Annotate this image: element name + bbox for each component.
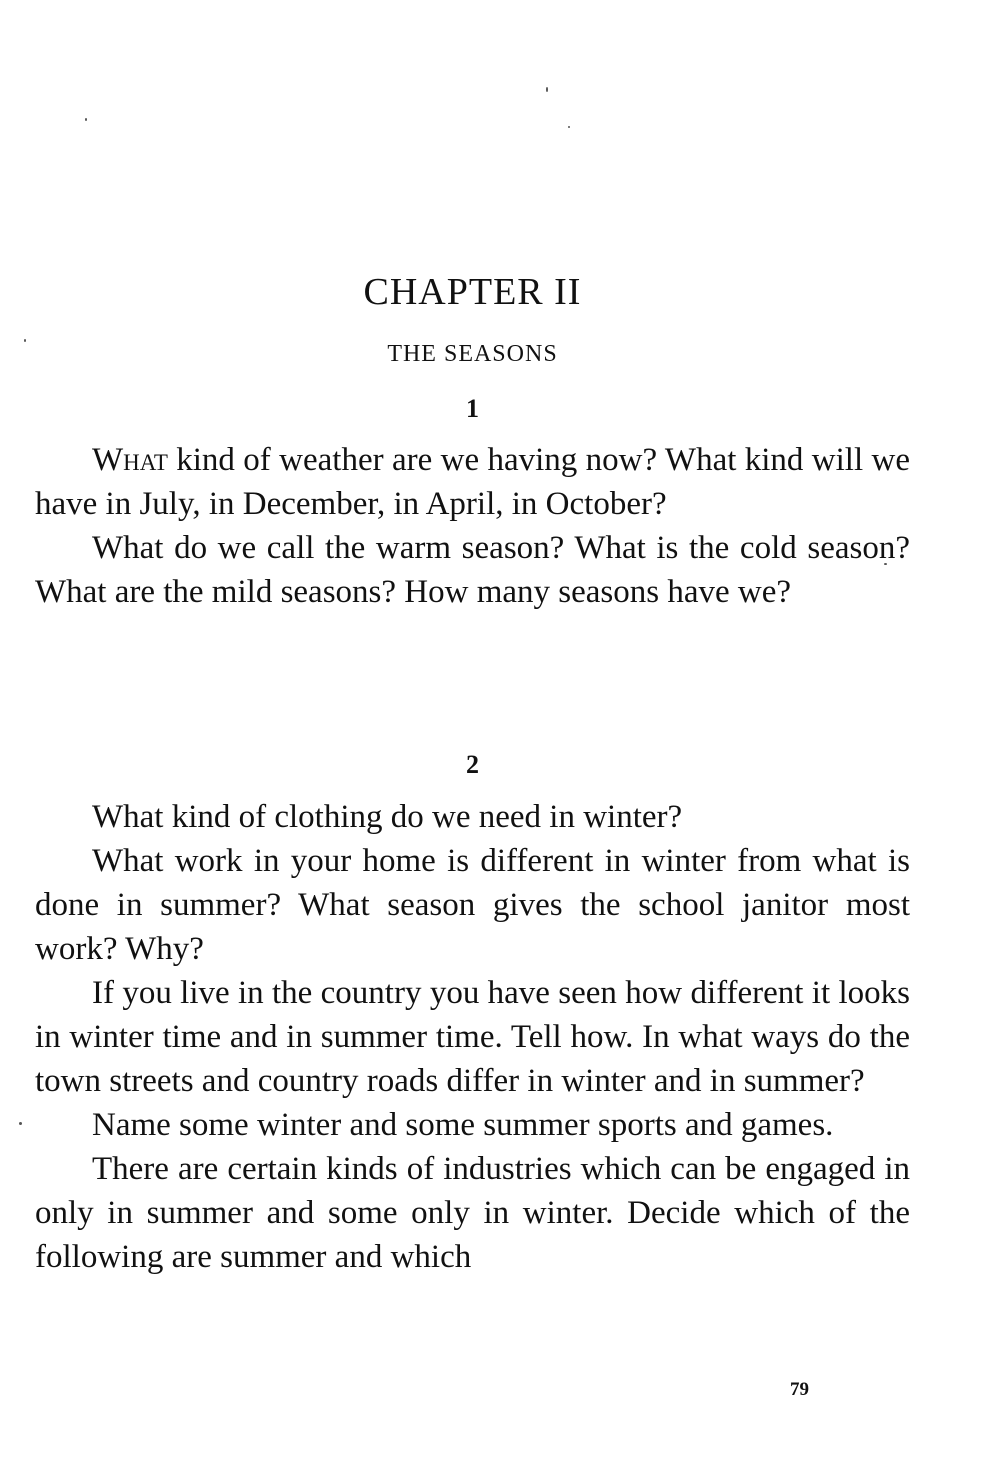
print-speck (19, 1122, 22, 1125)
paragraph: There are certain kinds of industries which can be engaged in only in summer and some only in winter. Decide which of the following are summer and which (35, 1151, 910, 1275)
paragraph-lead-word: What (92, 442, 168, 478)
paragraph (35, 438, 910, 526)
paragraph: If you live in the country you have seen how different it looks in winter time and in summer time. Tell how. In what ways do the town streets and country roads differ in winter and in summer? (35, 975, 910, 1099)
print-speck (568, 126, 570, 128)
section-1-text (35, 438, 910, 614)
print-speck (85, 118, 87, 121)
paragraph: What kind of clothing do we need in winter? (92, 799, 683, 835)
section-number: 2 (466, 750, 479, 779)
section-2-text (35, 795, 910, 1279)
paragraph-text: What do we call the warm season? What is the cold season? What are the mild seasons? How many seasons have we? (35, 530, 910, 610)
section-number: 1 (466, 394, 479, 423)
chapter-subtitle: THE SEASONS (387, 341, 558, 367)
paragraph: Name some winter and some summer sports and games. (92, 1107, 834, 1143)
paragraph-text: kind of weather are we having now? What kind will we have in July, in December, in April, in October? (35, 442, 910, 522)
paragraph (35, 526, 910, 614)
page-number: 79 (790, 1379, 809, 1400)
chapter-title: CHAPTER II (363, 271, 582, 313)
paragraph: What work in your home is different in winter from what is done in summer? What season gives the school janitor most work? Why? (35, 843, 910, 967)
print-speck (546, 87, 548, 92)
